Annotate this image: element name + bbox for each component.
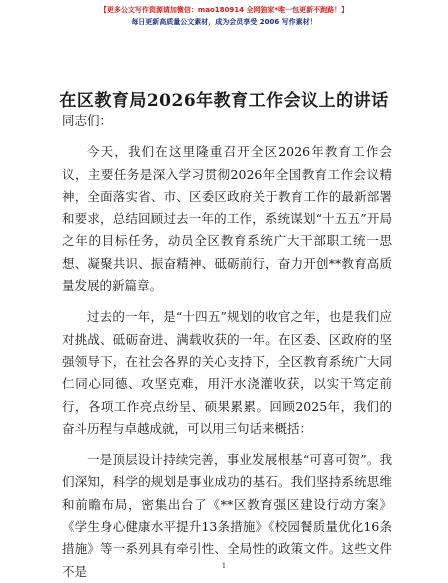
document-title: 在区教育局2026年教育工作会议上的讲话: [59, 91, 389, 111]
document-body: [62, 110, 392, 583]
salutation: 同志们：: [62, 113, 113, 128]
paragraph-point-one: 一是顶层设计持续完善，事业发展根基“可喜可贺”。我们深知，科学的规划是事业成功的基石。我们坚持系统思维和前瞻布局，密集出台了《**区教育强区建设行动方案》《学生身心健康水平提升13条措施》《校园餐质量优化16条措施》等一系列具有牵引性、全局性的政策文件。这些文件不是: [62, 452, 392, 579]
banner-line-membership: 每日更新高质量公文素材，成为会员享受 2006 写作素材！: [131, 18, 317, 26]
page-number: 1: [221, 562, 227, 570]
header-banner: [0, 4, 448, 28]
paragraph-review: 过去的一年，是“十四五”规划的收官之年，也是我们应对挑战、砥砺奋进、满载收获的一年。在区委、区政府的坚强领导下，在社会各界的关心支持下，全区教育系统广大同仁同心同德、攻坚克难，用汗水浇灌收获，以实干笃定前行，各项工作亮点纷呈、硕果累累。回顾2025年，我们的奋斗历程与卓越成就，可以用三句话来概括：: [62, 309, 392, 436]
paragraph-opening: 今天，我们在这里隆重召开全区2026年教育工作会议，主要任务是深入学习贯彻2026年全国教育工作会议精神，全面落实省、市、区委区政府关于教育工作的最新部署和要求，总结回顾过去一年的工作，系统谋划“十五五”开局之年的目标任务，动员全区教育系统广大干部职工统一思想、凝聚共识、振奋精神、砥砺前行，奋力开创**教育高质量发展的新篇章。: [62, 144, 392, 294]
banner-line-wechat: 【更多公文写作资源请加微信：mao180914 全网独家*唯一包更新不跑路！】: [99, 6, 349, 14]
